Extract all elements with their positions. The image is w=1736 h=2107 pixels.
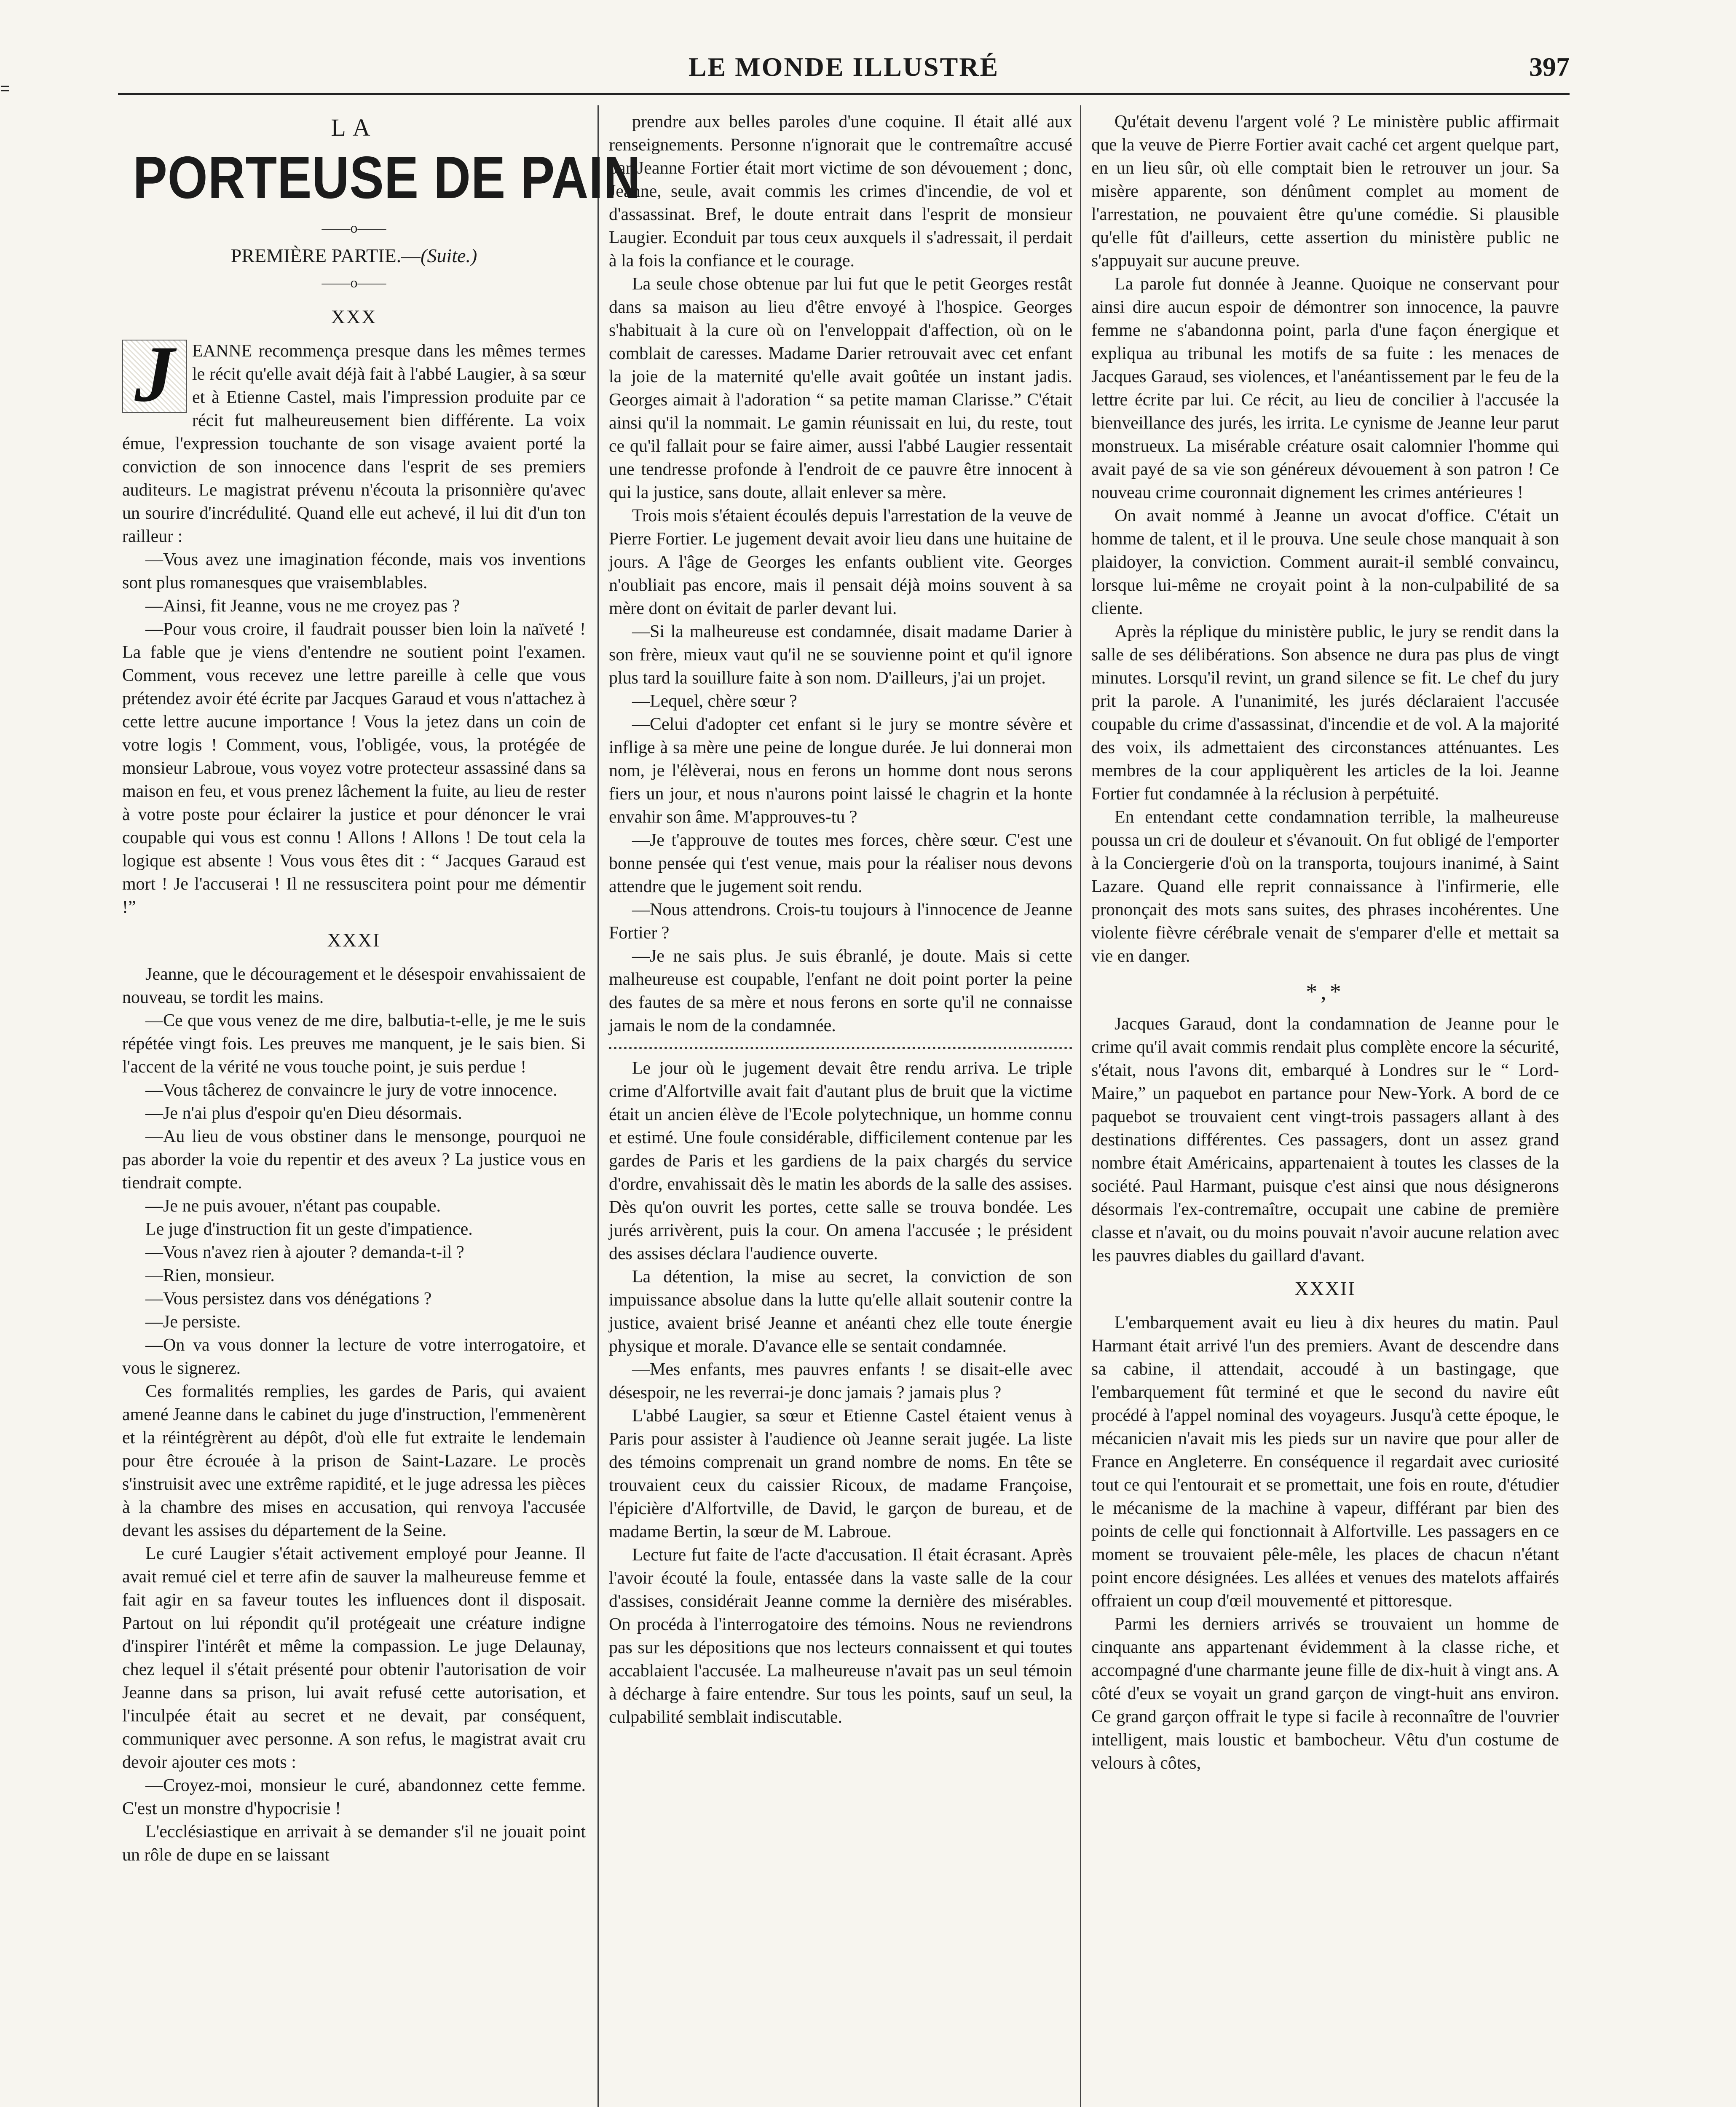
paragraph-group	[609, 110, 1072, 1037]
dotted-separator	[609, 1047, 1072, 1049]
paragraph: prendre aux belles paroles d'une coquine. Il était allé aux renseignements. Personne n'ignorait que le contremaître accusé par Jeanne Fortier était mort victime de son dévouement ; donc, Jeanne, seule, avait commis les crimes d'incendie, de vol et d'assassinat. Bref, le doute entrait dans l'esprit de monsieur Laugier. Econduit par tous ceux auxquels il s'adressait, il perdait à la fois la confiance et le courage.	[609, 112, 1072, 271]
paragraph: —Si la malheureuse est condamnée, disait madame Darier à son frère, mieux vaut qu'il ne se souvienne point et qu'il ignore plus tard la souillure faite à son nom. D'ailleurs, j'ai un projet.	[609, 622, 1072, 688]
paragraph-group	[122, 548, 586, 919]
paragraph: Le juge d'instruction fit un geste d'impatience.	[145, 1220, 473, 1239]
paragraph: Après la réplique du ministère public, le jury se rendit dans la salle de ses délibérations. Son absence ne dura pas plus de vingt minutes. Lorsqu'il revint, un grand silence se fit. Le chef du jury prit la parole. A l'unanimité, les jurés déclaraient l'accusée coupable du crime d'assassinat, d'incendie et de vol. A la majorité des voix, ils admettaient des circonstances atténuantes. Les membres de la cour appliquèrent les articles de la loi. Jeanne Fortier fut condamnée à la réclusion à perpétuité.	[1091, 622, 1559, 804]
paragraph: —Ainsi, fit Jeanne, vous ne me croyez pas ?	[145, 596, 460, 616]
drop-cap: J	[122, 340, 187, 413]
paragraph-group	[1091, 1311, 1559, 1775]
paragraph: —Celui d'adopter cet enfant si le jury se montre sévère et inflige à sa mère une peine de longue durée. Je lui donnerai mon nom, je l'élèverai, nous en ferons un homme dont nous serons fiers un jour, et nous n'aurons point laissé le chagrin et la honte envahir son âme. M'approuves-tu ?	[609, 715, 1072, 827]
paragraph: Jeanne, que le découragement et le désespoir envahissaient de nouveau, se tordit les mains.	[122, 965, 586, 1007]
paragraph: —Nous attendrons. Crois-tu toujours à l'innocence de Jeanne Fortier ?	[609, 900, 1072, 943]
paragraph: —Ce que vous venez de me dire, balbutia-t-elle, je me le suis répétée vingt fois. Les preuves me manquent, je le sais bien. Si l'accent de la vérité ne vous touche point, je suis perdue !	[122, 1011, 586, 1077]
paragraph: —Vous persistez dans vos dénégations ?	[145, 1289, 432, 1308]
paragraph-group	[122, 963, 586, 1867]
paragraph-group	[609, 1057, 1072, 1729]
paragraph: —Vous n'avez rien à ajouter ? demanda-t-il ?	[145, 1243, 464, 1262]
paragraph: —Croyez-moi, monsieur le curé, abandonnez cette femme. C'est un monstre d'hypocrisie !	[122, 1776, 586, 1818]
article-title: PORTEUSE DE PAIN	[133, 144, 641, 211]
ornament-divider: ——o——	[321, 275, 386, 291]
paragraph: Le jour où le jugement devait être rendu arriva. Le triple crime d'Alfortville avait fait d'autant plus de bruit que la victime était un ancien élève de l'Ecole polytechnique, un homme connu et estimé. Une foule considérable, difficilement contenue par les gardes de Paris et les gardiens de la paix chargés du service d'ordre, envahissait dès le matin les abords de la salle des assises. Dès qu'on ouvrit les portes, cette salle se trouva bondée. Les jurés arrivèrent, puis la cour. On amena l'accusée ; le président des assises déclara l'audience ouverte.	[609, 1059, 1072, 1263]
chapter-heading: XXXI	[327, 929, 381, 951]
column-1	[122, 110, 641, 2107]
paragraph: —Lequel, chère sœur ?	[632, 692, 797, 711]
column-3	[1091, 110, 1559, 2107]
paragraph: —Vous tâcherez de convaincre le jury de votre innocence.	[145, 1080, 557, 1100]
ornament-divider: ——o——	[321, 220, 386, 236]
paragraph: Jacques Garaud, dont la condamnation de Jeanne pour le crime qu'il avait commis rendait plus complète encore la sécurité, s'était, nous l'avons dit, embarqué à Londres sur le “ Lord-Maire,” un paquebot en partance pour New-York. A bord de ce paquebot se trouvaient cent vingt-trois passagers allant à des destinations différentes. Ces passagers, dont un assez grand nombre était Américains, appartenaient à toutes les classes de la société. Paul Harmant, puisque c'est ainsi que nous désignerons désormais l'ex-contremaître, occupait une cabine de première classe et n'avait, ou du moins pouvait n'avoir aucune relation avec les pauvres diables du gaillard d'avant.	[1091, 1014, 1559, 1265]
paragraph-group	[1091, 1013, 1559, 1268]
paragraph: —Je n'ai plus d'espoir qu'en Dieu désormais.	[145, 1104, 462, 1123]
paragraph: Lecture fut faite de l'acte d'accusation. Il était écrasant. Après l'avoir écouté la foule, entassée dans la vaste salle de la cour d'assises, considérait Jeanne comme la dernière des misérables. On procéda à l'interrogatoire des témoins. Nous ne reviendrons pas sur les dépositions que nos lecteurs connaissent et qui toutes accablaient l'accusée. La malheureuse n'avait pas un seul témoin à décharge à faire entendre. Sur tous les points, sauf un seul, la culpabilité semblait indiscutable.	[609, 1545, 1072, 1727]
chapter-heading: XXX	[331, 306, 377, 327]
column-divider	[597, 105, 599, 2107]
paragraph: L'ecclésiastique en arrivait à se demander s'il ne jouait point un rôle de dupe en se laissant	[122, 1822, 586, 1865]
asterism: *,*	[1306, 979, 1345, 1004]
paragraph: Le curé Laugier s'était activement employé pour Jeanne. Il avait remué ciel et terre afin de sauver la malheureuse femme et fait agir en sa faveur toutes les influences dont il disposait. Partout on lui répondit qu'il protégeait une créature indigne d'inspirer l'intérêt et même la compassion. Le juge Delaunay, chez lequel il s'était présenté pour obtenir l'autorisation de voir Jeanne dans sa prison, lui avait refusé cette autorisation, et l'inculpée était au secret et ne devait, par conséquent, communiquer avec personne. A son refus, le magistrat avait cru devoir ajouter ces mots :	[122, 1544, 586, 1772]
paragraph: Qu'était devenu l'argent volé ? Le ministère public affirmait que la veuve de Pierre Fortier avait caché cet argent quelque part, en un lieu sûr, où elle comptait bien le retrouver un jour. Sa misère apparente, son dénûment complet au moment de l'arrestation, ne pouvaient être qu'une comédie. Si plausible qu'elle fût d'ailleurs, cette assertion du ministère public ne s'appuyait sur aucune preuve.	[1091, 112, 1559, 271]
paragraph: —Je ne puis avouer, n'étant pas coupable.	[145, 1196, 441, 1216]
paragraph-group	[1091, 110, 1559, 968]
margin-mark: =	[0, 79, 10, 98]
magazine-title: LE MONDE ILLUSTRÉ	[688, 52, 999, 82]
paragraph: La seule chose obtenue par lui fut que le petit Georges restât dans sa maison au lieu d'être envoyé à l'hospice. Georges s'habituait à la cure où on l'enveloppait d'affection, où on le comblait de caresses. Madame Darier retrouvait avec cet enfant la joie de la maternité qu'elle avait goûtée un instant jadis. Georges aimait à l'adoration “ sa petite maman Clarisse.” C'était ainsi qu'il la nommait. Le gamin réunissait en lui, du reste, tout ce qu'il fallait pour se faire aimer, aussi l'abbé Laugier ressentait une tendresse profonde à l'endroit de ce pauvre être innocent à qui la justice, sans doute, allait enlever sa mère.	[609, 274, 1072, 502]
paragraph: J EANNE recommença presque dans les mêmes termes le récit qu'elle avait déjà fait à l'abbé Laugier, à sa sœur et à Etienne Castel, mais l'impression produite par ce récit fut malheureusement bien différente. La voix émue, l'expression touchante de son visage avaient porté la conviction de son innocence dans l'esprit de ses premiers auditeurs. Le magistrat prévenu n'écouta la prisonnière qu'avec un sourire d'incrédulité. Quand elle eut achevé, il lui dit d'un ton railleur :	[122, 330, 586, 546]
paragraph: —Vous avez une imagination féconde, mais vos inventions sont plus romanesques que vraisemblables.	[122, 550, 586, 592]
article-title-small: LA	[331, 114, 377, 141]
paragraph: —Mes enfants, mes pauvres enfants ! se disait-elle avec désespoir, ne les reverrai-je donc jamais ? jamais plus ?	[609, 1360, 1072, 1402]
paragraph: —Je persiste.	[145, 1312, 241, 1332]
paragraph: La détention, la mise au secret, la conviction de son impuissance absolue dans la lutte qu'elle allait soutenir contre la justice, avaient brisé Jeanne et anéanti chez elle toute énergie physique et morale. D'avance elle se sentait condamnée.	[609, 1267, 1072, 1356]
column-divider	[1080, 105, 1081, 2107]
paragraph: —Pour vous croire, il faudrait pousser bien loin la naïveté ! La fable que je viens d'entendre ne soutient point l'examen. Comment, vous recevez une lettre pareille à celle que vous prétendez avoir été écrite par Jacques Garaud et vous n'attachez à cette lettre aucune importance ! Vous la jetez dans un coin de votre logis ! Comment, vous, l'obligée, vous, la protégée de monsieur Labroue, vous voyez votre protecteur assassiné dans sa maison en feu, et vous prenez lâchement la fuite, au lieu de rester à votre poste pour éclairer la justice et pour dénoncer le vrai coupable qui vous est connu ! Allons ! Allons ! De tout cela la logique est absente ! Vous vous êtes dit : “ Jacques Garaud est mort ! Je l'accuserai ! Il ne ressuscitera point pour me démentir !”	[122, 619, 586, 917]
paragraph: —Je t'approuve de toutes mes forces, chère sœur. C'est une bonne pensée qui t'est venue, mais pour la réaliser nous devons attendre que le jugement soit rendu.	[609, 831, 1072, 896]
page-header	[118, 46, 1570, 95]
paragraph: L'embarquement avait eu lieu à dix heures du matin. Paul Harmant était arrivé l'un des premiers. Avant de descendre dans sa cabine, il attendait, accoudé à un bastingage, que l'embarquement fût terminé et que le second du navire eût procédé à l'appel nominal des voyageurs. Jusqu'à cette époque, le mécanicien n'avait mis les pieds sur un navire que pour aller de France en Angleterre. En conséquence il regardait avec curiosité tout ce qui l'entourait et se promettait, une fois en route, d'étudier le mécanisme de la machine à vapeur, différant par bien des points de celle qui fonctionnait à Alfortville. Les passagers en ce moment se trouvaient pêle-mêle, les places de chacun n'étant point encore désignées. Les allées et venues des matelots affairés offraient un coup d'œil mouvementé et pittoresque.	[1091, 1313, 1559, 1611]
paragraph: —Je ne sais plus. Je suis ébranlé, je doute. Mais si cette malheureuse est coupable, l'enfant ne doit point porter la peine des fautes de sa mère et nous ferons en sorte qu'il ne connaisse jamais le nom de la condamnée.	[609, 946, 1072, 1035]
page-number: 397	[1529, 52, 1570, 82]
paragraph: Parmi les derniers arrivés se trouvaient un homme de cinquante ans appartenant évidemment à la classe riche, et accompagné d'une charmante jeune fille de dix-huit à vingt ans. A côté d'eux se voyait un grand garçon de vingt-huit ans environ. Ce grand garçon offrait le type si facile à reconnaître de l'ouvrier intelligent, mais loustic et bambocheur. Vêtu d'un costume de velours à côtes,	[1091, 1614, 1559, 1773]
paragraph: L'abbé Laugier, sa sœur et Etienne Castel étaient venus à Paris pour assister à l'audience où Jeanne serait jugée. La liste des témoins comprenait un grand nombre de noms. En tête se trouvaient ceux du caissier Ricoux, de madame Françoise, l'épicière d'Alfortville, de David, le garçon de bureau, et de madame Bertin, la sœur de M. Labroue.	[609, 1406, 1072, 1541]
paragraph: La parole fut donnée à Jeanne. Quoique ne conservant pour ainsi dire aucun espoir de démontrer son innocence, la pauvre femme ne s'abandonna point, parla d'une façon énergique et expliqua au tribunal les motifs de sa fuite : les menaces de Jacques Garaud, ses violences, et l'anéantissement par le feu de la lettre écrite par lui. Ce récit, au lieu de concilier à l'accusée la bienveillance des jurés, les irrita. Le cynisme de Jeanne leur parut monstrueux. La misérable créature osait calomnier l'homme qui avait payé de sa vie son généreux dévouement à son patron ! Ce nouveau crime couronnait dignement les crimes antérieures !	[1091, 274, 1559, 502]
paragraph: —Au lieu de vous obstiner dans le mensonge, pourquoi ne pas aborder la voie du repentir et des aveux ? La justice vous en tiendrait compte.	[122, 1127, 586, 1193]
paragraph: En entendant cette condamnation terrible, la malheureuse poussa un cri de douleur et s'évanouit. On fut obligé de l'emporter à la Conciergerie d'où on la transporta, toujours inanimé, à Saint Lazare. Quand elle reprit connaissance à l'infirmerie, elle prononçait des mots sans suites, des phrases incohérentes. Une violente fièvre cérébrale venait de s'emparer d'elle et mettait sa vie en danger.	[1091, 807, 1559, 966]
part-heading: PREMIÈRE PARTIE.—(Suite.)	[230, 245, 477, 266]
paragraph: Ces formalités remplies, les gardes de Paris, qui avaient amené Jeanne dans le cabinet du juge d'instruction, l'emmenèrent et la réintégrèrent au dépôt, d'où elle fut extraite le lendemain pour être écrouée à la prison de Saint-Lazare. Le procès s'instruisit avec une extrême rapidité, et le juge adressa les pièces à la chambre des mises en accusation, qui renvoya l'accusée devant les assises du département de la Seine.	[122, 1382, 586, 1540]
column-2	[609, 110, 1072, 2107]
paragraph: —Rien, monsieur.	[145, 1266, 275, 1285]
paragraph: —On va vous donner la lecture de votre interrogatoire, et vous le signerez.	[122, 1335, 586, 1378]
paragraph: On avait nommé à Jeanne un avocat d'office. C'était un homme de talent, et il le prouva. Une seule chose manquait à son plaidoyer, la conviction. Comment aurait-il semblé convaincu, lorsque lui-même ne croyait point à la non-culpabilité de sa cliente.	[1091, 506, 1559, 618]
chapter-heading: XXXII	[1294, 1278, 1356, 1299]
paragraph: Trois mois s'étaient écoulés depuis l'arrestation de la veuve de Pierre Fortier. Le jugement devait avoir lieu dans une huitaine de jours. A l'âge de Georges les enfants oublient vite. Georges n'oubliait pas encore, mais il pensait déjà moins souvent à sa mère dont on évitait de parler devant lui.	[609, 506, 1072, 618]
